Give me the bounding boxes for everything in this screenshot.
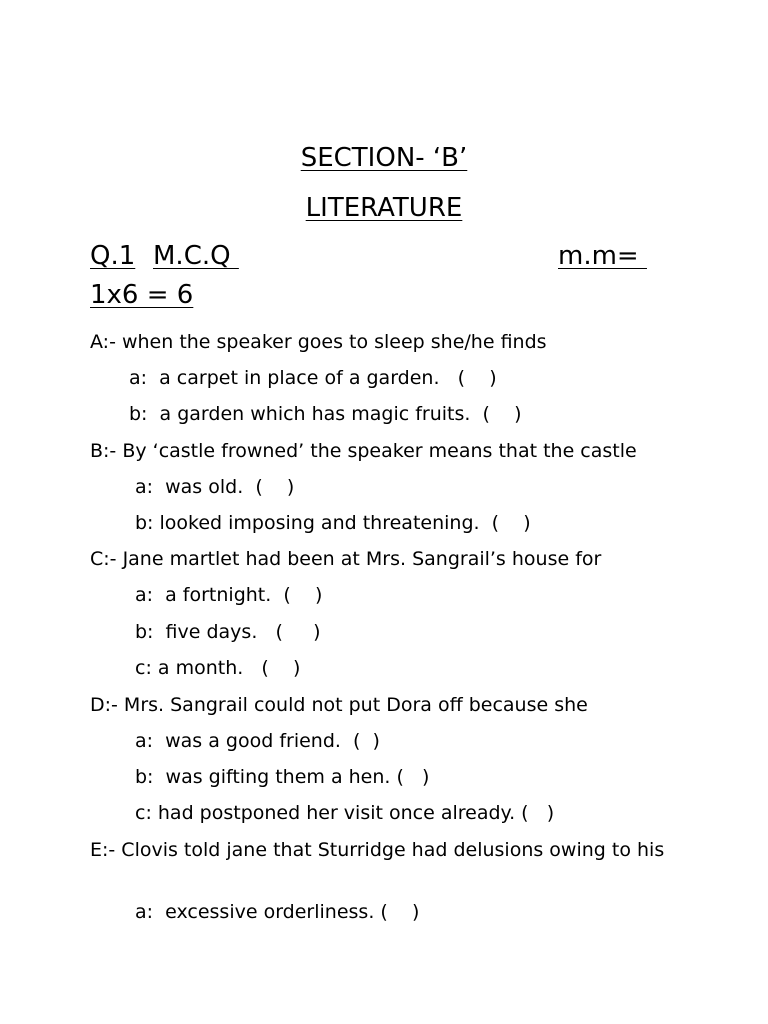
- question-stem-b: B:- By ‘castle frowned’ the speaker means that the castle: [90, 440, 637, 462]
- option-d2: b: was gifting them a hen. ( ): [135, 766, 430, 788]
- option-b1: a: was old. ( ): [135, 476, 295, 498]
- question-number: Q.1: [90, 241, 136, 271]
- marks-value: 1x6 = 6: [90, 280, 194, 310]
- marks-label: m.m=: [558, 241, 647, 271]
- option-a1: a: a carpet in place of a garden. ( ): [129, 367, 497, 389]
- section-title: SECTION- ‘B’: [300, 143, 468, 173]
- question-stem-c: C:- Jane martlet had been at Mrs. Sangrail’s house for: [90, 548, 602, 570]
- option-c2: b: five days. ( ): [135, 621, 321, 643]
- option-e1: a: excessive orderliness. ( ): [135, 901, 420, 923]
- option-c1: a: a fortnight. ( ): [135, 584, 323, 606]
- option-b2: b: looked imposing and threatening. ( ): [135, 512, 531, 534]
- option-d1: a: was a good friend. ( ): [135, 730, 380, 752]
- option-a2: b: a garden which has magic fruits. ( ): [129, 403, 522, 425]
- subject-title: LITERATURE: [305, 193, 463, 223]
- option-c3: c: a month. ( ): [135, 657, 301, 679]
- question-stem-e: E:- Clovis told jane that Sturridge had delusions owing to his: [90, 839, 665, 861]
- question-type: M.C.Q: [153, 241, 239, 271]
- question-stem-d: D:- Mrs. Sangrail could not put Dora off because she: [90, 694, 588, 716]
- question-stem-a: A:- when the speaker goes to sleep she/he finds: [90, 331, 547, 353]
- option-d3: c: had postponed her visit once already. ( ): [135, 802, 555, 824]
